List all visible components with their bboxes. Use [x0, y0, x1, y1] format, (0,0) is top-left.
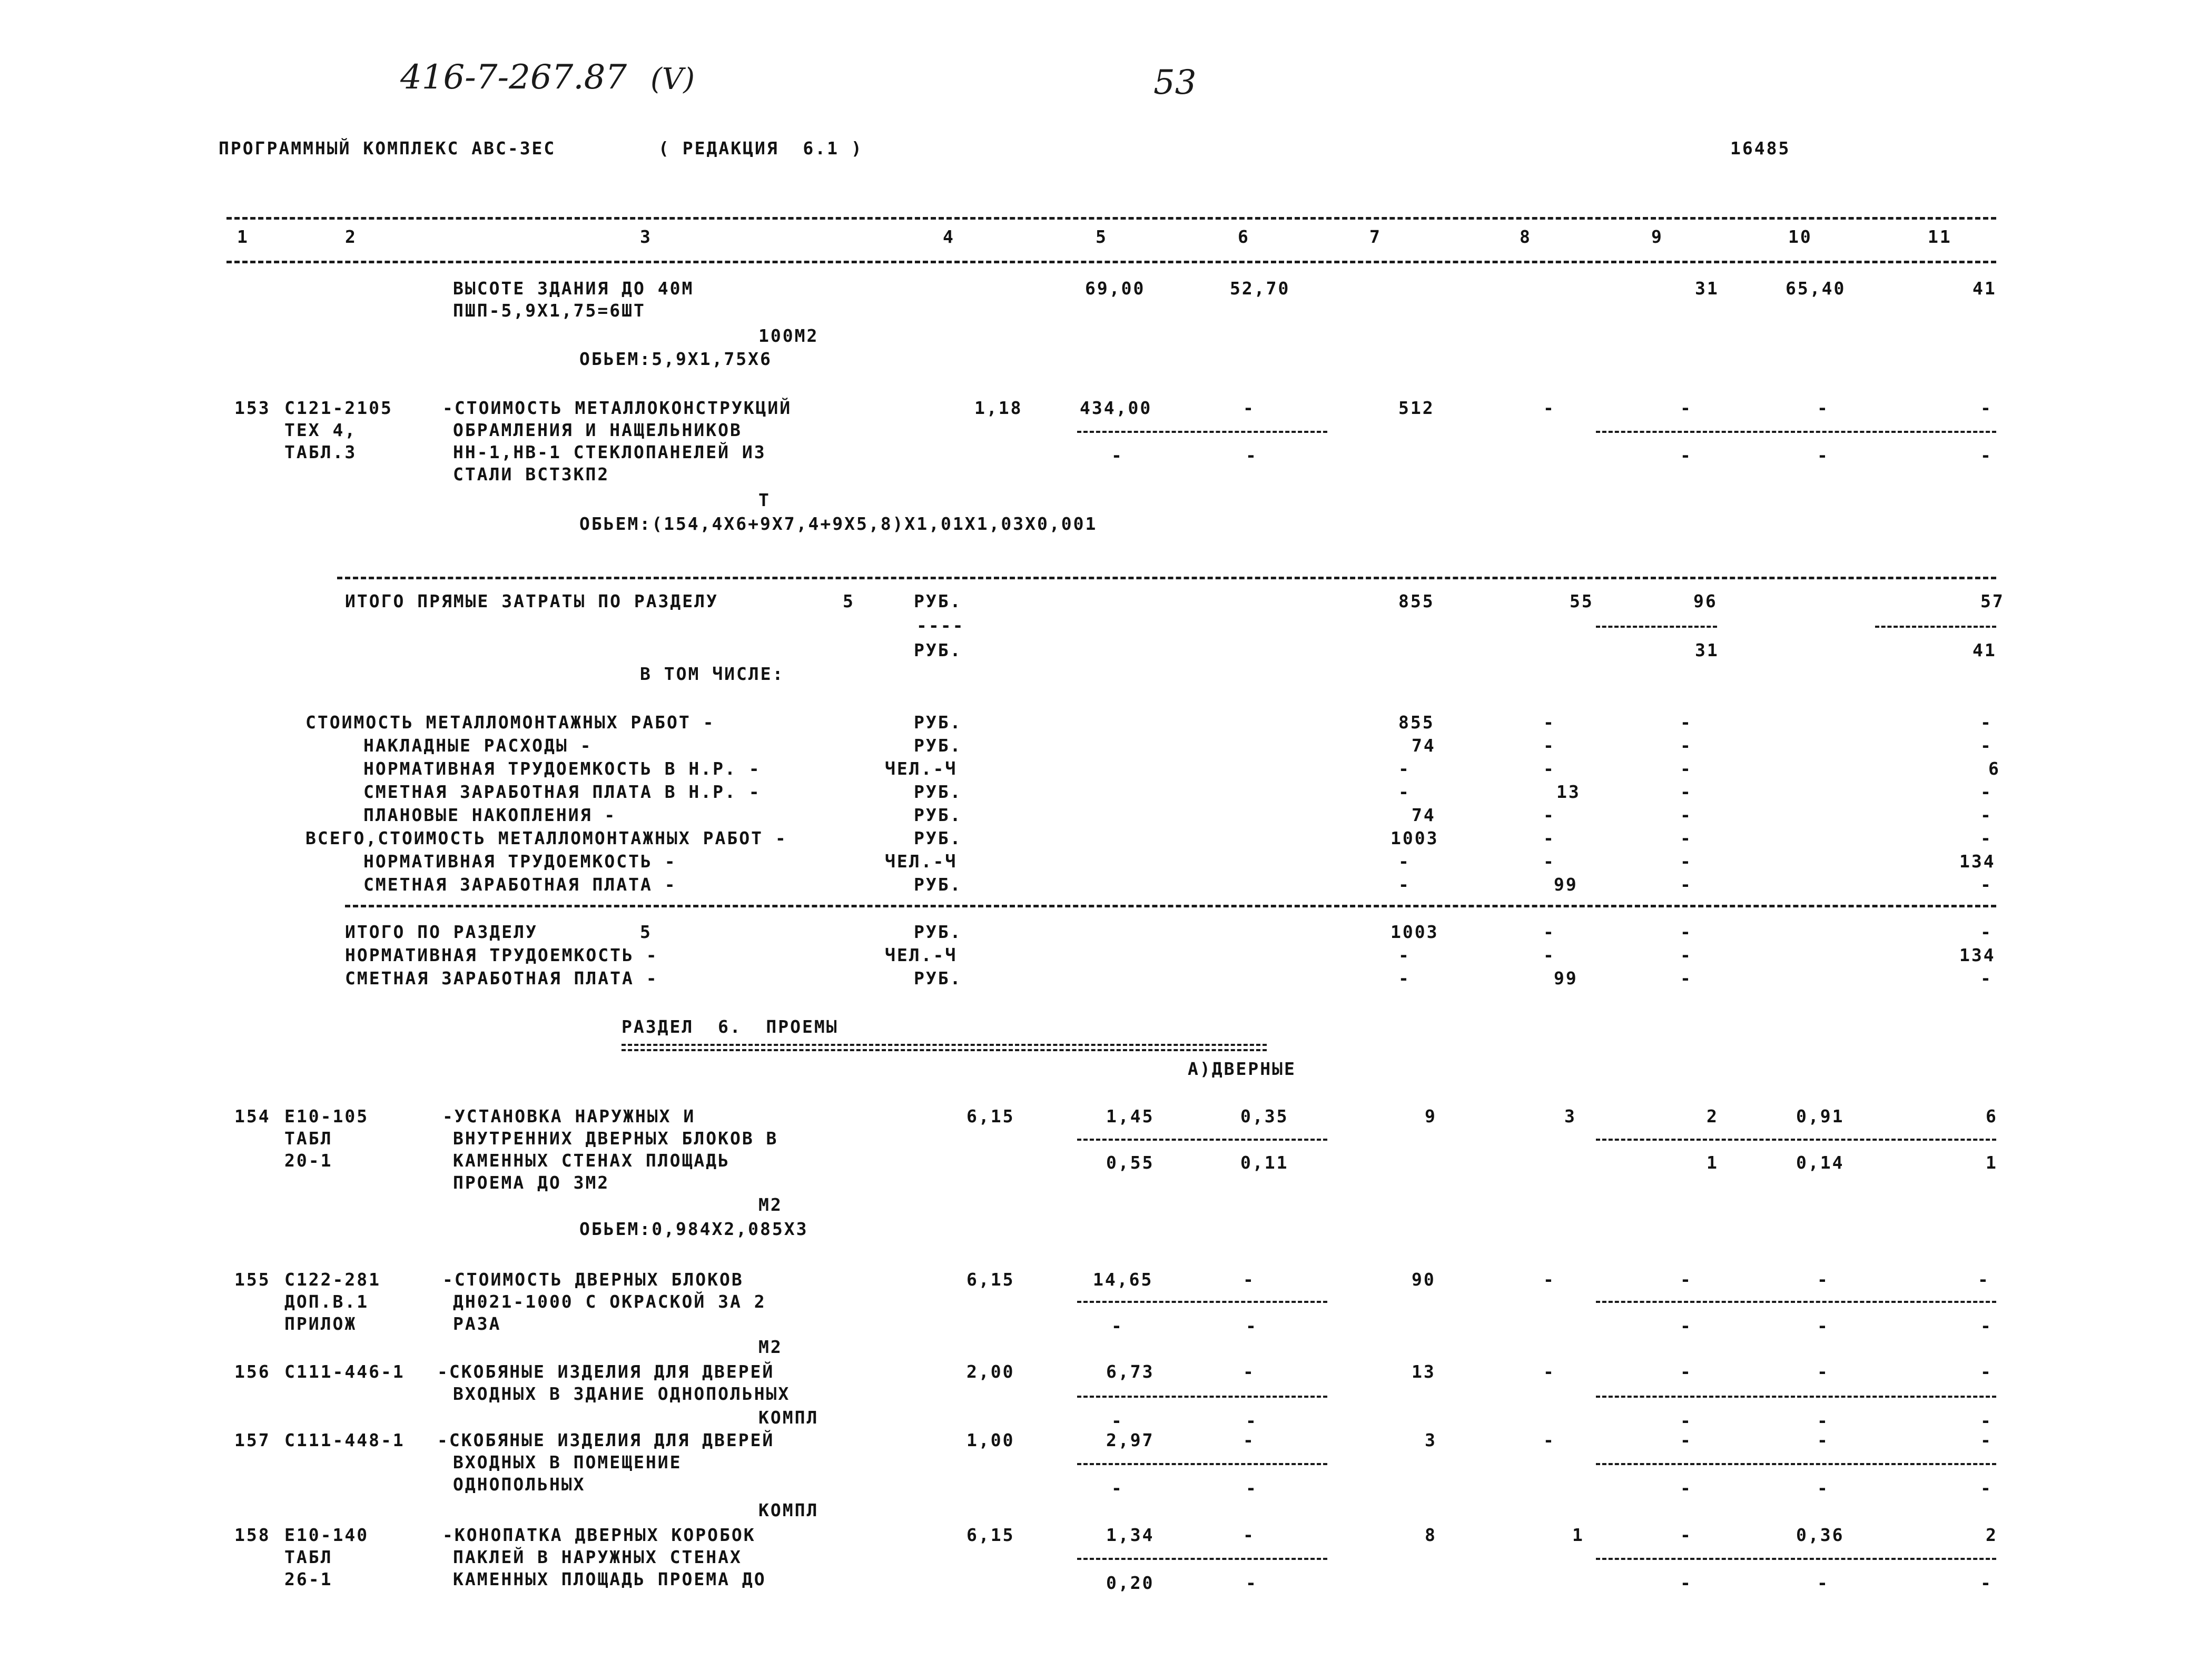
work-description: СТАЛИ ВСТ3КП2 — [453, 464, 610, 485]
price-code: С121-2105 — [284, 398, 393, 418]
unit-price: 434,00 — [1080, 398, 1152, 418]
col9-subvalue: - — [1680, 445, 1692, 466]
breakdown-unit: РУБ. — [914, 828, 962, 848]
wage-subtotal: - — [1246, 445, 1258, 466]
col9-subvalue: 1 — [1707, 1152, 1719, 1173]
col11-subvalue: - — [1980, 1573, 1993, 1593]
wage-per-unit: - — [1111, 445, 1123, 466]
unit-price: 2,97 — [1106, 1430, 1155, 1450]
grand-row-col8: 99 — [1554, 968, 1578, 989]
breakdown-unit: РУБ. — [914, 712, 962, 733]
job-number: 16485 — [1730, 138, 1791, 159]
breakdown-col8: 13 — [1556, 782, 1581, 802]
price-code: ТАБЛ — [284, 1547, 333, 1567]
subtotal-rule — [1077, 1396, 1327, 1398]
quantity: 1,00 — [967, 1430, 1015, 1450]
row-number: 155 — [234, 1269, 271, 1290]
quantity: 1,18 — [974, 398, 1023, 418]
price-code: 20-1 — [284, 1150, 333, 1171]
col11-value: - — [1980, 1430, 1993, 1450]
subtotal-rule — [1596, 1558, 1996, 1560]
col10-value: - — [1817, 398, 1829, 418]
work-description: -СКОБЯНЫЕ ИЗДЕЛИЯ ДЛЯ ДВЕРЕЙ — [437, 1430, 775, 1450]
wage-per-unit: - — [1111, 1410, 1123, 1431]
program-edition: ( РЕДАКЦИЯ 6.1 ) — [658, 138, 863, 159]
section-total-col11: 57 — [1980, 591, 2005, 611]
measure-unit: М2 — [758, 1337, 783, 1357]
breakdown-col9: - — [1680, 805, 1692, 825]
breakdown-unit: РУБ. — [914, 735, 962, 756]
subtotal-rule — [1596, 1139, 1996, 1141]
row-number: 157 — [234, 1430, 271, 1450]
col8-value: - — [1543, 1269, 1555, 1290]
col10-value: 0,36 — [1796, 1525, 1845, 1545]
work-description: КАМЕННЫХ ПЛОЩАДЬ ПРОЕМА ДО — [453, 1569, 766, 1589]
total-cost: 8 — [1425, 1525, 1437, 1545]
grand-row-col11: - — [1980, 968, 1993, 989]
section6-subtitle: А)ДВЕРНЫЕ — [1188, 1059, 1296, 1079]
price-code: Е10-105 — [284, 1106, 369, 1126]
wage-subtotal: - — [1246, 1410, 1258, 1431]
section-total-marks: ---- — [916, 615, 965, 636]
carryover-col11: 41 — [1973, 278, 1997, 299]
grand-section-number: 5 — [640, 922, 652, 942]
subtotal-rule — [1875, 626, 1996, 628]
breakdown-label: НАКЛАДНЫЕ РАСХОДЫ - — [363, 735, 593, 756]
col9-subvalue: - — [1680, 1410, 1692, 1431]
wage-per-unit: - — [1111, 1316, 1123, 1336]
section6-title: РАЗДЕЛ 6. ПРОЕМЫ — [622, 1016, 839, 1037]
unit-wage: - — [1243, 1525, 1255, 1545]
work-description: -СКОБЯНЫЕ ИЗДЕЛИЯ ДЛЯ ДВЕРЕЙ — [437, 1361, 775, 1382]
col8-value: 3 — [1564, 1106, 1576, 1126]
col10-value: - — [1817, 1361, 1829, 1382]
breakdown-col8: - — [1543, 851, 1555, 872]
column-number: 9 — [1651, 226, 1663, 247]
column-number: 7 — [1369, 226, 1382, 247]
total-cost: 512 — [1398, 398, 1435, 418]
work-description: ВНУТРЕННИХ ДВЕРНЫХ БЛОКОВ В — [453, 1128, 778, 1149]
breakdown-col9: - — [1680, 851, 1692, 872]
breakdown-unit: РУБ. — [914, 805, 962, 825]
col10-subvalue: 0,14 — [1796, 1152, 1845, 1173]
unit-wage: 0,35 — [1240, 1106, 1289, 1126]
breakdown-col11: - — [1980, 828, 1993, 848]
table-top-rule — [226, 217, 1996, 220]
wage-per-unit: - — [1111, 1478, 1123, 1498]
work-description: ПАКЛЕЙ В НАРУЖНЫХ СТЕНАХ — [453, 1547, 742, 1567]
breakdown-col11: - — [1980, 782, 1993, 802]
subtotal-rule — [1077, 1558, 1327, 1560]
carryover-volume: ОБЬЕМ:5,9Х1,75Х6 — [579, 349, 772, 369]
measure-unit: КОМПЛ — [758, 1500, 819, 1520]
breakdown-label: НОРМАТИВНАЯ ТРУДОЕМКОСТЬ В Н.Р. - — [363, 758, 761, 779]
volume-formula: ОБЬЕМ:(154,4Х6+9Х7,4+9Х5,8)Х1,01Х1,03Х0,001 — [579, 513, 1098, 534]
breakdown-col7: 74 — [1412, 805, 1436, 825]
grand-row-col9: - — [1680, 945, 1692, 965]
breakdown-col9: - — [1680, 782, 1692, 802]
col11-subvalue: - — [1980, 1478, 1993, 1498]
grand-col8: - — [1543, 922, 1555, 942]
grand-row-col7: - — [1398, 968, 1411, 989]
grand-unit: РУБ. — [914, 922, 962, 942]
breakdown-label: СМЕТНАЯ ЗАРАБОТНАЯ ПЛАТА В Н.Р. - — [363, 782, 761, 802]
col9-value: - — [1680, 1269, 1692, 1290]
row-number: 158 — [234, 1525, 271, 1545]
section-total-number: 5 — [843, 591, 855, 611]
table-header-rule — [226, 261, 1996, 263]
work-description: ДН021-1000 С ОКРАСКОЙ ЗА 2 — [453, 1291, 766, 1312]
col9-value: - — [1680, 1430, 1692, 1450]
column-number: 8 — [1520, 226, 1532, 247]
breakdown-col11: - — [1980, 805, 1993, 825]
section-total-col9-sub: 31 — [1695, 640, 1719, 660]
price-code: ПРИЛОЖ — [284, 1313, 357, 1334]
subtotal-rule — [1596, 431, 1996, 433]
unit-price: 6,73 — [1106, 1361, 1155, 1382]
breakdown-col9: - — [1680, 828, 1692, 848]
quantity: 6,15 — [967, 1106, 1015, 1126]
breakdown-col9: - — [1680, 874, 1692, 895]
price-code: С111-446-1 — [284, 1361, 405, 1382]
breakdown-col8: - — [1543, 805, 1555, 825]
breakdown-col8: - — [1543, 828, 1555, 848]
breakdown-col8: - — [1543, 712, 1555, 733]
breakdown-col9: - — [1680, 712, 1692, 733]
carryover-desc-line: ВЫСОТЕ ЗДАНИЯ ДО 40М — [453, 278, 694, 299]
grand-row-label: НОРМАТИВНАЯ ТРУДОЕМКОСТЬ - — [345, 945, 658, 965]
section-total-cost: 855 — [1398, 591, 1435, 611]
grand-row-unit: РУБ. — [914, 968, 962, 989]
breakdown-unit: РУБ. — [914, 782, 962, 802]
program-name: ПРОГРАММНЫЙ КОМПЛЕКС АВС-3ЕС — [219, 138, 556, 159]
column-number: 6 — [1238, 226, 1250, 247]
subtotal-rule — [1596, 626, 1717, 628]
col9-value: - — [1680, 1525, 1692, 1545]
section-total-rule — [337, 577, 1996, 579]
unit-price: 1,45 — [1106, 1106, 1155, 1126]
section-total-col9: 96 — [1693, 591, 1718, 611]
col10-subvalue: - — [1817, 1478, 1829, 1498]
subtotal-rule — [1077, 431, 1327, 433]
unit-price: 14,65 — [1093, 1269, 1153, 1290]
unit-wage: - — [1243, 1430, 1255, 1450]
total-cost: 90 — [1412, 1269, 1436, 1290]
grand-label: ИТОГО ПО РАЗДЕЛУ — [345, 922, 538, 942]
work-description: -КОНОПАТКА ДВЕРНЫХ КОРОБОК — [442, 1525, 756, 1545]
unit-price: 1,34 — [1106, 1525, 1155, 1545]
quantity: 6,15 — [967, 1269, 1015, 1290]
carryover-wage: 52,70 — [1230, 278, 1290, 299]
breakdown-col7: - — [1398, 874, 1411, 895]
col11-value: - — [1980, 1361, 1993, 1382]
grand-row-col11: 134 — [1959, 945, 1996, 965]
breakdown-unit: ЧЕЛ.-Ч — [885, 758, 958, 779]
breakdown-col7: - — [1398, 851, 1411, 872]
breakdown-col11: 134 — [1959, 851, 1996, 872]
col11-subvalue: 1 — [1986, 1152, 1998, 1173]
carryover-unit: 100М2 — [758, 325, 819, 346]
breakdown-label: НОРМАТИВНАЯ ТРУДОЕМКОСТЬ - — [363, 851, 677, 872]
work-description: НН-1,НВ-1 СТЕКЛОПАНЕЛЕЙ ИЗ — [453, 442, 766, 462]
col10-value: - — [1817, 1269, 1829, 1290]
breakdown-col8: - — [1543, 758, 1555, 779]
wage-subtotal: - — [1246, 1478, 1258, 1498]
col9-value: 2 — [1707, 1106, 1719, 1126]
work-description: РАЗА — [453, 1313, 501, 1334]
col10-subvalue: - — [1817, 1573, 1829, 1593]
breakdown-col11: - — [1980, 735, 1993, 756]
breakdown-col11: - — [1980, 712, 1993, 733]
work-description: ВХОДНЫХ В ПОМЕЩЕНИЕ — [453, 1452, 682, 1473]
grand-row-col9: - — [1680, 968, 1692, 989]
section-total-label: ИТОГО ПРЯМЫЕ ЗАТРАТЫ ПО РАЗДЕЛУ — [345, 591, 718, 611]
price-code: ТАБЛ — [284, 1128, 333, 1149]
section-grand-rule — [345, 905, 1996, 907]
col11-value: - — [1980, 398, 1993, 418]
total-cost: 9 — [1425, 1106, 1437, 1126]
price-code: 26-1 — [284, 1569, 333, 1589]
work-description: -УСТАНОВКА НАРУЖНЫХ И — [442, 1106, 696, 1126]
col10-value: 0,91 — [1796, 1106, 1845, 1126]
wage-per-unit: 0,55 — [1106, 1152, 1155, 1173]
work-description: ВХОДНЫХ В ЗДАНИЕ ОДНОПОЛЬНЫХ — [453, 1383, 791, 1404]
handwritten-page-number: 53 — [1153, 63, 1197, 102]
quantity: 6,15 — [967, 1525, 1015, 1545]
col8-value: - — [1543, 398, 1555, 418]
subtotal-rule — [1596, 1301, 1996, 1303]
col10-subvalue: - — [1817, 1410, 1829, 1431]
col11-value: 6 — [1986, 1106, 1998, 1126]
breakdown-col9: - — [1680, 735, 1692, 756]
section-total-unit: РУБ. — [914, 591, 962, 611]
unit-wage: - — [1243, 1361, 1255, 1382]
section-total-col11-sub: 41 — [1973, 640, 1997, 660]
grand-col7: 1003 — [1391, 922, 1439, 942]
price-code: Е10-140 — [284, 1525, 369, 1545]
col10-subvalue: - — [1817, 445, 1829, 466]
col9-subvalue: - — [1680, 1478, 1692, 1498]
col9-subvalue: - — [1680, 1316, 1692, 1336]
breakdown-label: СТОИМОСТЬ МЕТАЛЛОМОНТАЖНЫХ РАБОТ - — [305, 712, 715, 733]
breakdown-label: ПЛАНОВЫЕ НАКОПЛЕНИЯ - — [363, 805, 617, 825]
price-code: ДОП.В.1 — [284, 1291, 369, 1312]
column-number: 10 — [1788, 226, 1812, 247]
breakdown-label: СМЕТНАЯ ЗАРАБОТНАЯ ПЛАТА - — [363, 874, 677, 895]
col8-value: - — [1543, 1361, 1555, 1382]
subtotal-rule — [1077, 1301, 1327, 1303]
breakdown-label: ВСЕГО,СТОИМОСТЬ МЕТАЛЛОМОНТАЖНЫХ РАБОТ - — [305, 828, 787, 848]
breakdown-col7: - — [1398, 782, 1411, 802]
breakdown-col11: - — [1980, 874, 1993, 895]
price-code: ТЕХ 4, — [284, 420, 357, 440]
wage-subtotal: - — [1246, 1316, 1258, 1336]
breakdown-col11: 6 — [1988, 758, 2000, 779]
grand-col9: - — [1680, 922, 1692, 942]
column-number: 4 — [943, 226, 955, 247]
price-code: С111-448-1 — [284, 1430, 405, 1450]
col8-value: 1 — [1572, 1525, 1584, 1545]
subtotal-rule — [1596, 1463, 1996, 1465]
col9-value: - — [1680, 398, 1692, 418]
handwritten-project-code: 416-7-267.87 — [400, 58, 627, 97]
column-number: 3 — [640, 226, 652, 247]
wage-subtotal: 0,11 — [1240, 1152, 1289, 1173]
including-label: В ТОМ ЧИСЛЕ: — [640, 664, 785, 684]
row-number: 153 — [234, 398, 271, 418]
breakdown-unit: ЧЕЛ.-Ч — [885, 851, 958, 872]
grand-row-col7: - — [1398, 945, 1411, 965]
work-description: -СТОИМОСТЬ ДВЕРНЫХ БЛОКОВ — [442, 1269, 744, 1290]
total-cost: 3 — [1425, 1430, 1437, 1450]
section6-double-rule — [622, 1044, 1267, 1046]
breakdown-col7: - — [1398, 758, 1411, 779]
total-cost: 13 — [1412, 1361, 1436, 1382]
breakdown-col7: 1003 — [1391, 828, 1439, 848]
breakdown-col8: 99 — [1554, 874, 1578, 895]
price-code: С122-281 — [284, 1269, 381, 1290]
price-code: ТАБЛ.3 — [284, 442, 357, 462]
column-number: 1 — [237, 226, 249, 247]
section-total-col8: 55 — [1570, 591, 1594, 611]
col11-subvalue: - — [1980, 445, 1993, 466]
row-number: 156 — [234, 1361, 271, 1382]
wage-per-unit: 0,20 — [1106, 1573, 1155, 1593]
breakdown-col9: - — [1680, 758, 1692, 779]
carryover-desc-line: ПШП-5,9Х1,75=6ШТ — [453, 300, 646, 321]
quantity: 2,00 — [967, 1361, 1015, 1382]
col11-value: - — [1978, 1269, 1990, 1290]
breakdown-col7: 855 — [1398, 712, 1435, 733]
unit-wage: - — [1243, 1269, 1255, 1290]
work-description: ПРОЕМА ДО 3М2 — [453, 1172, 610, 1193]
wage-subtotal: - — [1246, 1573, 1258, 1593]
breakdown-col7: 74 — [1412, 735, 1436, 756]
grand-row-unit: ЧЕЛ.-Ч — [885, 945, 958, 965]
col10-subvalue: - — [1817, 1316, 1829, 1336]
col10-value: - — [1817, 1430, 1829, 1450]
measure-unit: Т — [758, 490, 771, 510]
unit-wage: - — [1243, 398, 1255, 418]
carryover-col10: 65,40 — [1786, 278, 1846, 299]
handwritten-volume-mark: (V) — [650, 62, 695, 96]
col11-value: 2 — [1986, 1525, 1998, 1545]
carryover-col9: 31 — [1695, 278, 1719, 299]
grand-row-label: СМЕТНАЯ ЗАРАБОТНАЯ ПЛАТА - — [345, 968, 658, 989]
measure-unit: М2 — [758, 1194, 783, 1215]
col11-subvalue: - — [1980, 1410, 1993, 1431]
grand-col11: - — [1980, 922, 1993, 942]
col8-value: - — [1543, 1430, 1555, 1450]
work-description: -СТОИМОСТЬ МЕТАЛЛОКОНСТРУКЦИЙ — [442, 398, 792, 418]
work-description: ОБРАМЛЕНИЯ И НАЩЕЛЬНИКОВ — [453, 420, 742, 440]
column-number: 5 — [1096, 226, 1108, 247]
carryover-price: 69,00 — [1085, 278, 1146, 299]
col9-subvalue: - — [1680, 1573, 1692, 1593]
section-total-unit2: РУБ. — [914, 640, 962, 660]
row-number: 154 — [234, 1106, 271, 1126]
work-description: ОДНОПОЛЬНЫХ — [453, 1474, 586, 1495]
volume-formula: ОБЬЕМ:0,984Х2,085Х3 — [579, 1219, 808, 1239]
col11-subvalue: - — [1980, 1316, 1993, 1336]
work-description: КАМЕННЫХ СТЕНАХ ПЛОЩАДЬ — [453, 1150, 730, 1171]
breakdown-col8: - — [1543, 735, 1555, 756]
col9-value: - — [1680, 1361, 1692, 1382]
column-number: 2 — [345, 226, 357, 247]
column-number: 11 — [1928, 226, 1952, 247]
grand-row-col8: - — [1543, 945, 1555, 965]
subtotal-rule — [1077, 1463, 1327, 1465]
subtotal-rule — [1596, 1396, 1996, 1398]
subtotal-rule — [1077, 1139, 1327, 1141]
measure-unit: КОМПЛ — [758, 1407, 819, 1428]
breakdown-unit: РУБ. — [914, 874, 962, 895]
